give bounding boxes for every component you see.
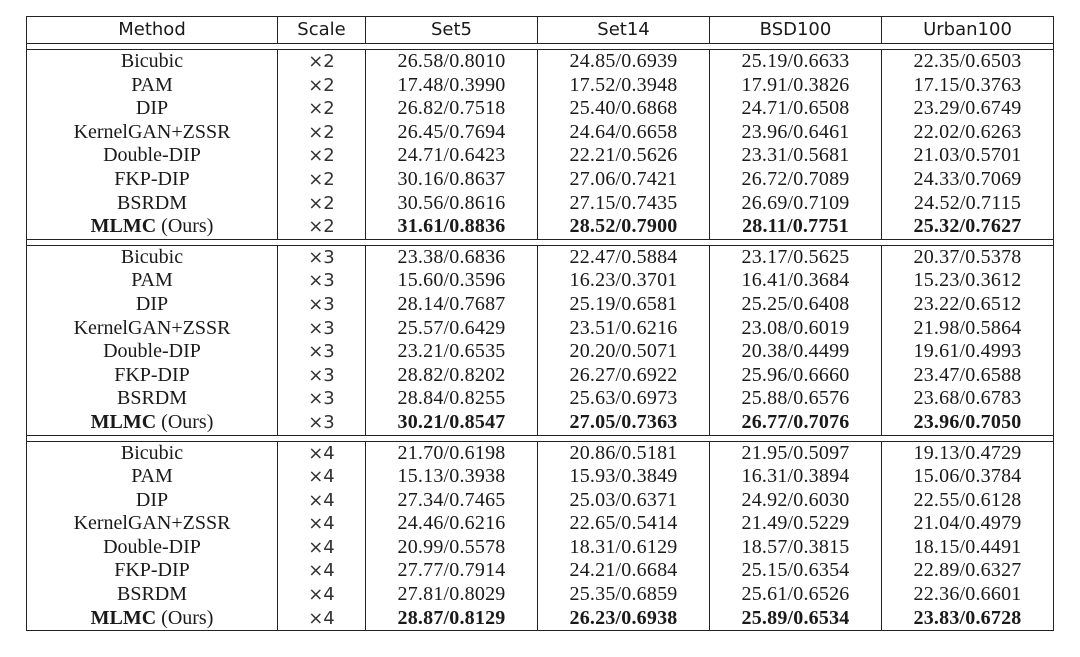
method-name: FKP-DIP: [114, 167, 190, 190]
method-name: Bicubic: [120, 245, 184, 268]
method-suffix: (Ours): [156, 215, 214, 238]
value-cell: 21.70/0.6198: [366, 441, 538, 465]
scale-cell: ×2: [278, 74, 366, 98]
scale-cell: ×3: [278, 317, 366, 341]
method-name: MLMC: [90, 410, 157, 433]
table-row: [27, 317, 1054, 341]
value-cell: 26.69/0.7109: [710, 192, 882, 216]
method-cell: [27, 489, 278, 513]
scale-cell: ×3: [278, 340, 366, 364]
method-cell: [27, 536, 278, 560]
value-cell: 27.77/0.7914: [366, 559, 538, 583]
method-cell: [27, 465, 278, 489]
table-row-ours: [27, 607, 1054, 631]
scale-cell: ×2: [278, 121, 366, 145]
header-row: [27, 17, 1054, 44]
header-set14: Set14: [538, 17, 710, 44]
method-suffix: (Ours): [156, 410, 214, 433]
value-cell: 30.21/0.8547: [366, 411, 538, 435]
value-cell: 27.06/0.7421: [538, 168, 710, 192]
method-cell: [27, 607, 278, 631]
method-cell: [27, 245, 278, 269]
value-cell: 27.81/0.8029: [366, 583, 538, 607]
value-cell: 20.99/0.5578: [366, 536, 538, 560]
value-cell: 15.93/0.3849: [538, 465, 710, 489]
value-cell: 21.98/0.5864: [882, 317, 1054, 341]
table-row: [27, 269, 1054, 293]
results-table-container: [26, 16, 1053, 631]
value-cell: 23.96/0.7050: [882, 411, 1054, 435]
value-cell: 25.35/0.6859: [538, 583, 710, 607]
scale-cell: ×2: [278, 97, 366, 121]
scale-cell: ×4: [278, 512, 366, 536]
value-cell: 25.03/0.6371: [538, 489, 710, 513]
value-cell: 28.84/0.8255: [366, 387, 538, 411]
value-cell: 15.13/0.3938: [366, 465, 538, 489]
value-cell: 25.89/0.6534: [710, 607, 882, 631]
method-name: Double-DIP: [103, 340, 201, 363]
header-method: Method: [27, 17, 278, 44]
value-cell: 23.22/0.6512: [882, 293, 1054, 317]
value-cell: 16.23/0.3701: [538, 269, 710, 293]
value-cell: 18.57/0.3815: [710, 536, 882, 560]
value-cell: 28.11/0.7751: [710, 215, 882, 239]
value-cell: 27.15/0.7435: [538, 192, 710, 216]
header-set5: Set5: [366, 17, 538, 44]
value-cell: 24.71/0.6423: [366, 144, 538, 168]
scale-cell: ×4: [278, 583, 366, 607]
scale-cell: ×3: [278, 269, 366, 293]
method-name: BSRDM: [116, 387, 188, 410]
method-name: MLMC: [90, 215, 157, 238]
table-row: [27, 364, 1054, 388]
method-name: Double-DIP: [103, 144, 201, 167]
method-name: Double-DIP: [103, 535, 201, 558]
value-cell: 22.36/0.6601: [882, 583, 1054, 607]
method-name: KernelGAN+ZSSR: [73, 512, 231, 535]
method-cell: [27, 364, 278, 388]
table-row-ours: [27, 411, 1054, 435]
value-cell: 18.31/0.6129: [538, 536, 710, 560]
method-name: Bicubic: [120, 441, 184, 464]
value-cell: 30.56/0.8616: [366, 192, 538, 216]
method-cell: [27, 512, 278, 536]
value-cell: 22.02/0.6263: [882, 121, 1054, 145]
table-row: [27, 489, 1054, 513]
table-row: [27, 441, 1054, 465]
method-name: MLMC: [90, 606, 157, 629]
value-cell: 19.61/0.4993: [882, 340, 1054, 364]
method-cell: [27, 387, 278, 411]
value-cell: 23.51/0.6216: [538, 317, 710, 341]
table-row: [27, 121, 1054, 145]
value-cell: 17.91/0.3826: [710, 74, 882, 98]
value-cell: 22.55/0.6128: [882, 489, 1054, 513]
value-cell: 26.72/0.7089: [710, 168, 882, 192]
value-cell: 22.89/0.6327: [882, 559, 1054, 583]
value-cell: 26.23/0.6938: [538, 607, 710, 631]
value-cell: 30.16/0.8637: [366, 168, 538, 192]
value-cell: 24.92/0.6030: [710, 489, 882, 513]
table-row: [27, 245, 1054, 269]
scale-cell: ×3: [278, 411, 366, 435]
method-name: DIP: [135, 292, 169, 315]
method-name: DIP: [135, 488, 169, 511]
scale-cell: ×2: [278, 192, 366, 216]
method-cell: [27, 97, 278, 121]
scale-cell: ×4: [278, 441, 366, 465]
table-row: [27, 144, 1054, 168]
value-cell: 25.19/0.6633: [710, 50, 882, 74]
scale-cell: ×3: [278, 387, 366, 411]
results-table: [26, 16, 1054, 631]
value-cell: 24.71/0.6508: [710, 97, 882, 121]
results-body: [27, 44, 1054, 631]
method-name: DIP: [135, 97, 169, 120]
value-cell: 27.34/0.7465: [366, 489, 538, 513]
value-cell: 25.25/0.6408: [710, 293, 882, 317]
value-cell: 26.77/0.7076: [710, 411, 882, 435]
method-name: PAM: [131, 465, 173, 488]
value-cell: 28.52/0.7900: [538, 215, 710, 239]
value-cell: 28.14/0.7687: [366, 293, 538, 317]
method-name: KernelGAN+ZSSR: [73, 316, 231, 339]
scale-cell: ×3: [278, 293, 366, 317]
value-cell: 26.27/0.6922: [538, 364, 710, 388]
scale-cell: ×4: [278, 489, 366, 513]
value-cell: 15.60/0.3596: [366, 269, 538, 293]
table-row: [27, 536, 1054, 560]
scale-cell: ×3: [278, 245, 366, 269]
value-cell: 20.20/0.5071: [538, 340, 710, 364]
method-cell: [27, 441, 278, 465]
scale-cell: ×2: [278, 168, 366, 192]
table-row: [27, 387, 1054, 411]
method-cell: [27, 192, 278, 216]
value-cell: 21.04/0.4979: [882, 512, 1054, 536]
table-row: [27, 168, 1054, 192]
table-row: [27, 192, 1054, 216]
value-cell: 25.19/0.6581: [538, 293, 710, 317]
value-cell: 20.38/0.4499: [710, 340, 882, 364]
value-cell: 20.86/0.5181: [538, 441, 710, 465]
value-cell: 18.15/0.4491: [882, 536, 1054, 560]
value-cell: 26.82/0.7518: [366, 97, 538, 121]
value-cell: 26.58/0.8010: [366, 50, 538, 74]
scale-cell: ×2: [278, 215, 366, 239]
method-cell: [27, 168, 278, 192]
value-cell: 21.03/0.5701: [882, 144, 1054, 168]
value-cell: 25.40/0.6868: [538, 97, 710, 121]
value-cell: 23.96/0.6461: [710, 121, 882, 145]
value-cell: 16.41/0.3684: [710, 269, 882, 293]
method-cell: [27, 317, 278, 341]
value-cell: 23.47/0.6588: [882, 364, 1054, 388]
value-cell: 22.21/0.5626: [538, 144, 710, 168]
value-cell: 25.63/0.6973: [538, 387, 710, 411]
value-cell: 24.52/0.7115: [882, 192, 1054, 216]
value-cell: 24.64/0.6658: [538, 121, 710, 145]
value-cell: 16.31/0.3894: [710, 465, 882, 489]
header-scale: Scale: [278, 17, 366, 44]
scale-cell: ×3: [278, 364, 366, 388]
value-cell: 26.45/0.7694: [366, 121, 538, 145]
method-cell: [27, 74, 278, 98]
value-cell: 15.23/0.3612: [882, 269, 1054, 293]
value-cell: 22.47/0.5884: [538, 245, 710, 269]
value-cell: 25.57/0.6429: [366, 317, 538, 341]
value-cell: 28.87/0.8129: [366, 607, 538, 631]
table-row: [27, 50, 1054, 74]
scale-cell: ×4: [278, 465, 366, 489]
value-cell: 23.29/0.6749: [882, 97, 1054, 121]
method-name: PAM: [131, 73, 173, 96]
value-cell: 31.61/0.8836: [366, 215, 538, 239]
table-row-ours: [27, 215, 1054, 239]
method-name: PAM: [131, 269, 173, 292]
method-name: KernelGAN+ZSSR: [73, 120, 231, 143]
value-cell: 17.52/0.3948: [538, 74, 710, 98]
value-cell: 23.83/0.6728: [882, 607, 1054, 631]
header-bsd100: BSD100: [710, 17, 882, 44]
method-cell: [27, 121, 278, 145]
value-cell: 23.31/0.5681: [710, 144, 882, 168]
value-cell: 25.32/0.7627: [882, 215, 1054, 239]
value-cell: 24.33/0.7069: [882, 168, 1054, 192]
value-cell: 25.15/0.6354: [710, 559, 882, 583]
value-cell: 23.08/0.6019: [710, 317, 882, 341]
table-row: [27, 97, 1054, 121]
scale-cell: ×4: [278, 607, 366, 631]
method-name: FKP-DIP: [114, 559, 190, 582]
value-cell: 24.46/0.6216: [366, 512, 538, 536]
table-row: [27, 340, 1054, 364]
value-cell: 25.61/0.6526: [710, 583, 882, 607]
value-cell: 21.49/0.5229: [710, 512, 882, 536]
method-cell: [27, 293, 278, 317]
method-cell: [27, 144, 278, 168]
value-cell: 15.06/0.3784: [882, 465, 1054, 489]
value-cell: 27.05/0.7363: [538, 411, 710, 435]
value-cell: 28.82/0.8202: [366, 364, 538, 388]
method-name: BSRDM: [116, 191, 188, 214]
method-name: BSRDM: [116, 583, 188, 606]
scale-cell: ×4: [278, 559, 366, 583]
method-name: Bicubic: [120, 50, 184, 72]
value-cell: 23.17/0.5625: [710, 245, 882, 269]
value-cell: 17.15/0.3763: [882, 74, 1054, 98]
value-cell: 21.95/0.5097: [710, 441, 882, 465]
scale-cell: ×4: [278, 536, 366, 560]
method-cell: [27, 583, 278, 607]
value-cell: 25.88/0.6576: [710, 387, 882, 411]
scale-cell: ×2: [278, 50, 366, 74]
value-cell: 22.65/0.5414: [538, 512, 710, 536]
scale-cell: ×2: [278, 144, 366, 168]
method-cell: [27, 215, 278, 239]
value-cell: 17.48/0.3990: [366, 74, 538, 98]
value-cell: 23.38/0.6836: [366, 245, 538, 269]
table-row: [27, 465, 1054, 489]
value-cell: 23.68/0.6783: [882, 387, 1054, 411]
value-cell: 23.21/0.6535: [366, 340, 538, 364]
table-row: [27, 293, 1054, 317]
method-cell: [27, 269, 278, 293]
header-urban100: Urban100: [882, 17, 1054, 44]
method-suffix: (Ours): [156, 606, 214, 629]
method-cell: [27, 411, 278, 435]
table-row: [27, 583, 1054, 607]
value-cell: 20.37/0.5378: [882, 245, 1054, 269]
method-cell: [27, 340, 278, 364]
method-cell: [27, 559, 278, 583]
value-cell: 24.21/0.6684: [538, 559, 710, 583]
value-cell: 22.35/0.6503: [882, 50, 1054, 74]
value-cell: 24.85/0.6939: [538, 50, 710, 74]
table-row: [27, 512, 1054, 536]
table-row: [27, 74, 1054, 98]
value-cell: 25.96/0.6660: [710, 364, 882, 388]
method-cell: [27, 50, 278, 74]
value-cell: 19.13/0.4729: [882, 441, 1054, 465]
table-row: [27, 559, 1054, 583]
method-name: FKP-DIP: [114, 363, 190, 386]
